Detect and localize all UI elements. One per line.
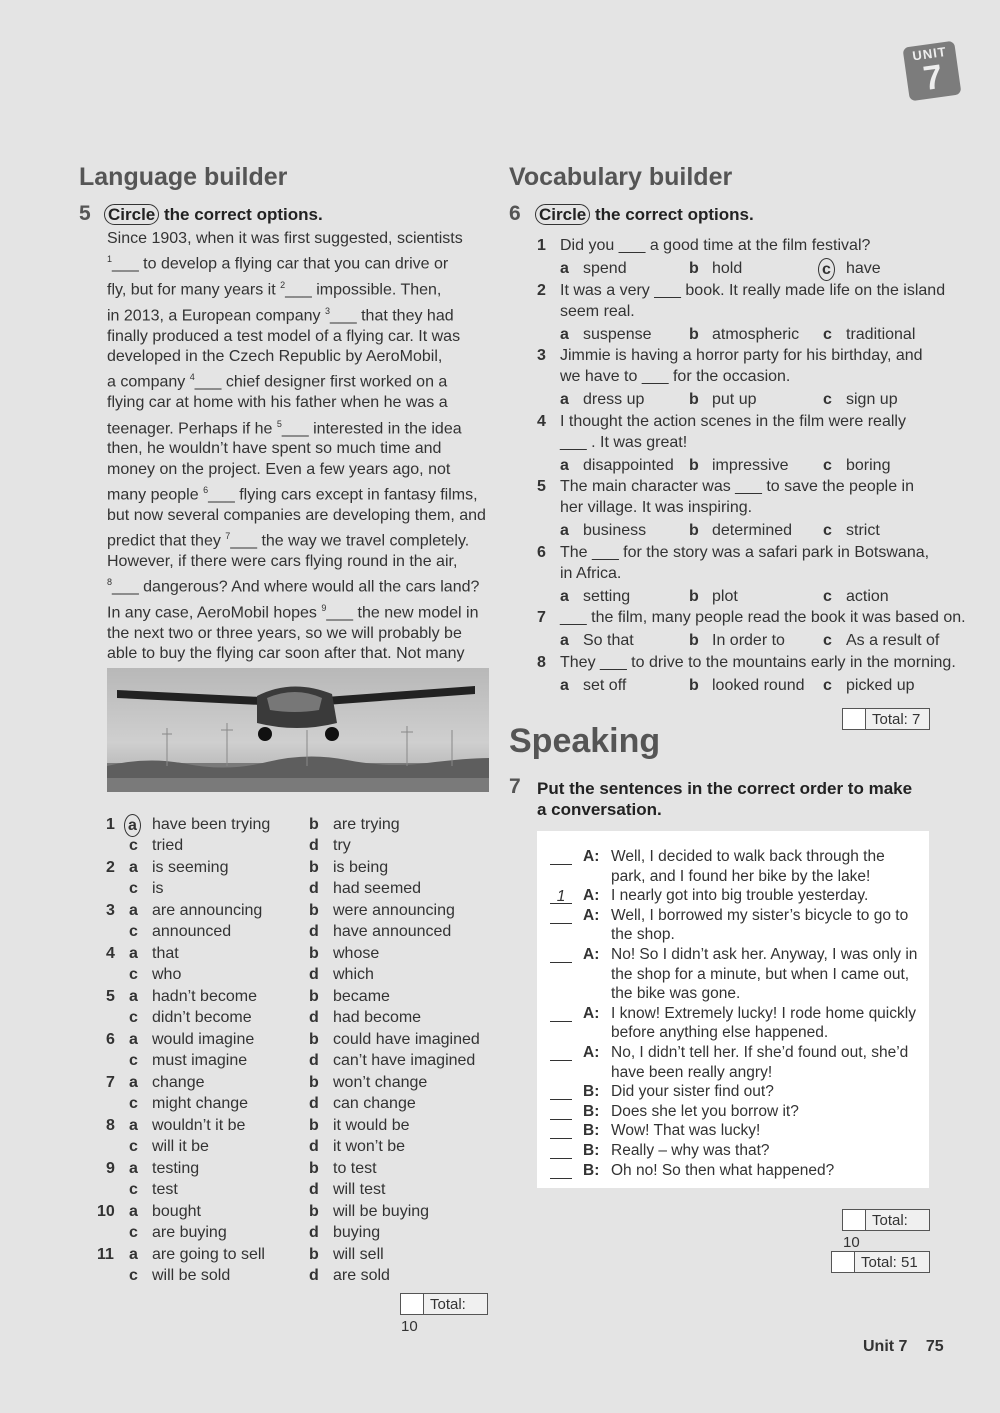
option-a-letter[interactable]: a [560,676,569,694]
question-number: 2 [106,859,115,876]
option-a-letter[interactable]: a [129,1160,138,1177]
option-b-letter[interactable]: b [309,902,319,919]
option-b-letter[interactable]: b [309,1246,319,1263]
option-b[interactable]: will sell [333,1246,384,1263]
option-b[interactable]: will be buying [333,1203,430,1220]
speaker-label: A: [583,906,600,924]
option-a[interactable]: are announcing [152,902,263,919]
option-c[interactable]: test [152,1180,178,1198]
order-blank[interactable] [550,907,572,924]
option-a[interactable]: have been trying [152,816,271,833]
option-b[interactable]: is being [333,859,389,876]
option-c-letter[interactable]: c [129,965,138,983]
option-b-letter[interactable]: b [309,945,319,962]
option-a[interactable]: dress up [583,391,645,408]
option-b-letter[interactable]: b [309,816,319,833]
option-a-letter[interactable]: a [560,325,569,343]
option-a[interactable]: suspense [583,325,652,343]
option-a[interactable]: business [583,522,647,539]
score-box[interactable] [843,709,866,729]
sentence-text: Does she let you borrow it? [611,1102,799,1120]
question-number: 7 [106,1074,115,1091]
option-d-letter[interactable]: d [309,1180,319,1198]
option-d-letter[interactable]: d [309,1051,319,1069]
option-c[interactable]: is [152,879,164,897]
instruction-text: the correct options. [163,205,323,224]
option-c-letter[interactable]: c [129,922,138,940]
option-c-letter[interactable]: c [129,879,138,897]
option-d[interactable]: had become [333,1008,422,1026]
option-b-letter[interactable]: b [309,1074,319,1091]
question-text: The ___ for the story was a safari park in Botswana, [560,543,930,561]
option-a-letter[interactable]: a [129,988,138,1005]
total-label: Total: 10 [401,1296,466,1335]
text-line: teenager. Perhaps if he $^5$___ interested in the idea [107,418,462,437]
question-text: her village. It was inspiring. [560,499,753,516]
option-d-letter[interactable]: d [309,836,319,854]
option-b[interactable]: became [333,988,390,1005]
option-c-letter[interactable]: c [129,1137,138,1155]
option-c[interactable]: will it be [152,1137,209,1155]
unit-badge-word: UNIT [911,43,948,64]
total-label: Total: 7 [872,711,921,728]
question-number: 5 [537,478,546,495]
sentence-text: I nearly got into big trouble yesterday. [611,887,869,905]
sentence-text: the shop for a minute, but when I came out, [611,965,910,983]
option-a-letter[interactable]: a [129,1117,138,1134]
question-number: 4 [106,945,115,962]
option-c-letter[interactable]: c [129,1008,138,1026]
option-c[interactable]: didn’t become [152,1008,252,1026]
option-c-letter[interactable]: c [818,258,835,281]
order-blank[interactable] [550,1103,572,1120]
option-c-letter[interactable]: c [129,836,138,854]
vocabulary-builder-heading: Vocabulary builder [509,163,733,191]
option-b[interactable]: whose [333,945,380,962]
option-c[interactable]: boring [846,456,891,474]
option-b-letter[interactable]: b [309,1031,319,1048]
sentence-text: have been really angry! [611,1063,773,1081]
sentence-text: the shop. [611,926,675,944]
option-b[interactable]: put up [712,391,757,408]
option-d[interactable]: are sold [333,1266,390,1284]
question-text: It was a very ___ book. It really made life on the island [560,281,946,299]
option-b[interactable]: atmospheric [712,325,800,343]
option-b-letter[interactable]: b [309,1117,319,1134]
option-b[interactable]: In order to [712,632,785,649]
question-number: 3 [537,347,546,364]
grand-total [831,1251,930,1273]
option-b[interactable]: it would be [333,1117,410,1134]
score-box[interactable] [832,1252,855,1272]
question-text: in Africa. [560,564,622,582]
text-line: Since 1903, when it was first suggested, scientists [107,230,463,247]
total-label: Total: 10 [843,1212,908,1251]
question-text: They ___ to drive to the mountains early in the morning. [560,653,956,671]
speaker-label: A: [583,848,600,865]
option-d[interactable]: buying [333,1223,381,1241]
option-b[interactable]: impressive [712,456,789,474]
option-a[interactable]: bought [152,1203,201,1220]
option-a-letter[interactable]: a [560,587,569,605]
question-number: 11 [97,1246,114,1263]
question-number: 10 [97,1203,115,1220]
option-d-letter[interactable]: d [309,1223,319,1241]
text-line: a company $^4$___ chief designer first worked on a [107,372,448,391]
speaker-label: B: [583,1142,600,1159]
question-number: 7 [537,609,546,626]
option-a-letter[interactable]: a [560,456,569,474]
order-blank[interactable] [550,1122,572,1139]
order-blank[interactable] [550,1083,572,1100]
grand-total-label: Total: 51 [861,1254,918,1271]
question-text: I thought the action scenes in the film were really [560,412,906,430]
speaking-heading: Speaking [509,722,661,760]
text-line: the next two or three years, so we will probably be [107,624,462,642]
option-d[interactable]: can change [333,1094,416,1112]
text-line: many people $^6$___ flying cars except in fantasy films, [107,485,478,504]
footer-unit: Unit 7 [863,1338,908,1355]
option-c-letter[interactable]: c [129,1180,138,1198]
option-a[interactable]: hadn’t become [152,988,257,1005]
instruction-line: Put the sentences in the correct order to make [537,779,913,798]
option-a-letter[interactable]: a [129,1031,138,1048]
speaker-label: B: [583,1122,600,1140]
language-builder-heading: Language builder [79,163,288,191]
speaker-label: B: [583,1161,600,1179]
circle-word: Circle [535,204,590,225]
option-c-letter[interactable]: c [129,1051,138,1069]
option-a[interactable]: would imagine [152,1031,255,1048]
sentence-text: park, and I found her bike by the lake! [611,867,871,885]
instruction-text: the correct options. [594,205,754,224]
text-line: developed in the Czech Republic by AeroMobil, [107,348,443,366]
speaker-label: A: [583,887,600,905]
option-c-letter[interactable]: c [823,325,832,343]
option-c-letter[interactable]: c [823,587,832,605]
sentence-text: Oh no! So then what happened? [611,1161,835,1179]
option-d[interactable]: which [333,965,374,983]
option-a[interactable]: are going to sell [152,1246,265,1263]
option-a[interactable]: So that [583,632,634,649]
footer [863,1338,944,1356]
order-blank[interactable]: 1 [550,887,572,904]
option-c[interactable]: must imagine [152,1051,248,1069]
option-a[interactable]: set off [583,676,627,694]
option-c[interactable]: action [846,587,889,605]
option-b-letter[interactable]: b [689,456,699,474]
option-a-letter[interactable]: a [129,1203,138,1220]
option-b[interactable]: determined [712,522,793,539]
option-c-letter[interactable]: c [823,456,832,474]
question-text: Did you ___ a good time at the film festival? [560,237,871,254]
option-c[interactable]: will be sold [152,1266,231,1284]
option-a-letter[interactable]: a [129,902,138,919]
question-number: 6 [537,543,546,561]
option-b-letter[interactable]: b [689,325,699,343]
question-number: 8 [106,1117,115,1134]
option-a[interactable]: is seeming [152,859,229,876]
option-a[interactable]: wouldn’t it be [152,1117,246,1134]
option-c[interactable]: are buying [152,1223,227,1241]
option-c-letter[interactable]: c [129,1223,138,1241]
speaker-label: A: [583,1044,600,1061]
option-b[interactable]: could have imagined [333,1031,480,1048]
text-line: flying car at home with his father when he was a [107,394,448,412]
exercise-5-number: 5 [79,202,91,225]
option-b[interactable]: to test [333,1160,377,1177]
score-box[interactable] [843,1210,866,1230]
option-d-letter[interactable]: d [309,1137,319,1155]
text-line: able to buy the flying car soon after that. Not many [107,645,465,663]
option-c-letter[interactable]: c [823,632,832,649]
exercise-6-total [842,708,930,730]
option-b-letter[interactable]: b [309,1203,319,1220]
option-a[interactable]: setting [583,587,631,605]
text-line: money on the project. Even a few years ago, not [107,460,451,478]
exercise-5-total [400,1293,488,1335]
unit-badge-number: 7 [920,57,945,99]
sentence-text: I know! Extremely lucky! I rode home quickly [611,1004,916,1022]
sentence-text: the bike was gone. [611,985,741,1003]
option-b-letter[interactable]: b [309,988,319,1005]
option-b[interactable]: plot [712,587,738,605]
question-number: 6 [106,1031,115,1048]
option-a[interactable]: change [152,1074,205,1091]
order-blank[interactable] [550,1142,572,1159]
question-text: Jimmie is having a horror party for his birthday, and [560,347,923,364]
option-b-letter[interactable]: b [689,587,699,605]
option-d-letter[interactable]: d [309,922,319,940]
option-d-letter[interactable]: d [309,965,319,983]
page-number: 75 [925,1338,944,1355]
option-c-letter[interactable]: c [823,391,832,408]
option-b-letter[interactable]: b [689,260,699,277]
order-blank[interactable] [550,1044,572,1061]
option-b-letter[interactable]: b [689,632,699,649]
sentence-text: Wow! That was lucky! [611,1122,761,1140]
option-b[interactable]: are trying [333,816,400,833]
sentence-text: Well, I decided to walk back through the [611,848,885,865]
option-a-letter[interactable]: a [560,522,569,539]
option-d-letter[interactable]: d [309,1008,319,1026]
option-c[interactable]: who [152,965,182,983]
option-b-letter[interactable]: b [689,522,699,539]
text-line: finally produced a test model of a flying car. It was [107,327,461,345]
question-number: 3 [106,902,115,919]
text-line: In any case, AeroMobil hopes $^9$___ the new model in [107,603,479,622]
sentence-text: No, I didn’t tell her. If she’d found out, she’d [611,1044,909,1061]
option-d[interactable]: it won’t be [333,1137,406,1155]
order-blank[interactable] [550,848,572,865]
option-c-letter[interactable]: c [129,1266,138,1284]
option-a-letter[interactable]: a [129,1246,138,1263]
flying-car-text [107,229,499,716]
option-a-letter[interactable]: a [560,260,569,277]
question-number: 4 [537,412,546,430]
option-b-letter[interactable]: b [309,1160,319,1177]
score-box[interactable] [401,1294,424,1314]
question-number: 2 [537,281,546,299]
question-text: seem real. [560,302,635,320]
option-c[interactable]: tried [152,836,184,854]
text-line: predict that they $^7$___ the way we travel completely. [107,531,470,550]
speaker-label: A: [583,946,600,963]
option-d[interactable]: will test [333,1180,386,1198]
speaker-label: B: [583,1102,600,1120]
order-blank[interactable] [550,1162,572,1179]
question-number: 1 [106,816,115,833]
flying-car-photo [107,668,489,792]
exercise-7-instruction [537,778,912,820]
unit-badge [902,41,961,102]
sentence-text: before anything else happened. [611,1024,829,1042]
sentence-text: Really – why was that? [611,1142,770,1159]
option-c-letter[interactable]: c [823,522,832,539]
option-a[interactable]: testing [152,1160,200,1177]
text-line: $^8$___ dangerous? And where would all the cars land? [107,577,480,596]
option-c[interactable]: sign up [846,391,898,408]
text-line: then, he wouldn’t have spent so much time and [107,440,442,458]
option-b[interactable]: looked round [712,676,805,694]
option-d[interactable]: had seemed [333,879,422,897]
option-c-letter[interactable]: c [823,676,832,694]
exercise-7-total [842,1209,930,1251]
option-c[interactable]: traditional [846,325,916,343]
option-c[interactable]: have [846,260,881,277]
question-text: The main character was ___ to save the people in [560,478,914,495]
text-line: However, if there were cars flying round in the air, [107,552,458,570]
question-number: 1 [537,237,546,254]
exercise-5-instruction [104,205,323,225]
option-a[interactable]: disappointed [583,456,674,474]
instruction-line: a conversation. [537,800,662,819]
option-a[interactable]: that [152,945,179,962]
text-line: but now several companies are developing them, and [107,506,486,524]
question-text: ___ . It was great! [560,433,688,451]
sentence-text: Well, I borrowed my sister’s bicycle to go to [611,906,909,924]
conversation-box [537,831,929,1188]
sentence-text: Did your sister find out? [611,1083,774,1101]
option-c[interactable]: strict [846,522,880,539]
option-a-letter[interactable]: a [129,859,138,876]
exercise-7-number: 7 [509,775,521,798]
text-line: fly, but for many years it $^2$___ impossible. Then, [107,280,442,299]
option-c-letter[interactable]: c [129,1094,138,1112]
option-a-letter[interactable]: a [129,1074,138,1091]
option-b-letter[interactable]: b [309,859,319,876]
question-text: ___ the film, many people read the book it was based on. [560,609,966,626]
order-blank[interactable] [550,1005,572,1022]
speaker-label: A: [583,1004,600,1022]
option-a-letter[interactable]: a [129,945,138,962]
exercise-6-instruction [535,205,754,225]
option-a-letter[interactable]: a [124,814,141,837]
option-a-letter[interactable]: a [560,391,569,408]
circle-word: Circle [104,204,159,225]
option-b[interactable]: were announcing [333,902,455,919]
option-c[interactable]: As a result of [846,632,940,649]
option-b-letter[interactable]: b [689,676,699,694]
order-blank[interactable] [550,946,572,963]
question-number: 9 [106,1160,115,1177]
question-text: we have to ___ for the occasion. [560,368,791,385]
question-number: 8 [537,653,546,671]
speaker-label: B: [583,1083,600,1101]
question-number: 5 [106,988,115,1005]
option-d[interactable]: have announced [333,922,452,940]
option-d[interactable]: can’t have imagined [333,1051,476,1069]
text-line: in 2013, a European company $^3$___ that they had [107,305,454,325]
option-c[interactable]: picked up [846,676,915,694]
option-d-letter[interactable]: d [309,1094,319,1112]
option-d-letter[interactable]: d [309,879,319,897]
option-c[interactable]: might change [152,1094,249,1112]
option-a[interactable]: spend [583,260,627,277]
option-b[interactable]: hold [712,260,743,277]
option-b[interactable]: won’t change [333,1074,428,1091]
option-d-letter[interactable]: d [309,1266,319,1284]
option-b-letter[interactable]: b [689,391,699,408]
option-c[interactable]: announced [152,922,232,940]
option-d[interactable]: try [333,836,351,854]
exercise-6-number: 6 [509,202,521,225]
sentence-text: No! So I didn’t ask her. Anyway, I was only in [611,946,918,963]
option-a-letter[interactable]: a [560,632,569,649]
text-line: $^1$___ to develop a flying car that you can drive or [107,254,449,273]
